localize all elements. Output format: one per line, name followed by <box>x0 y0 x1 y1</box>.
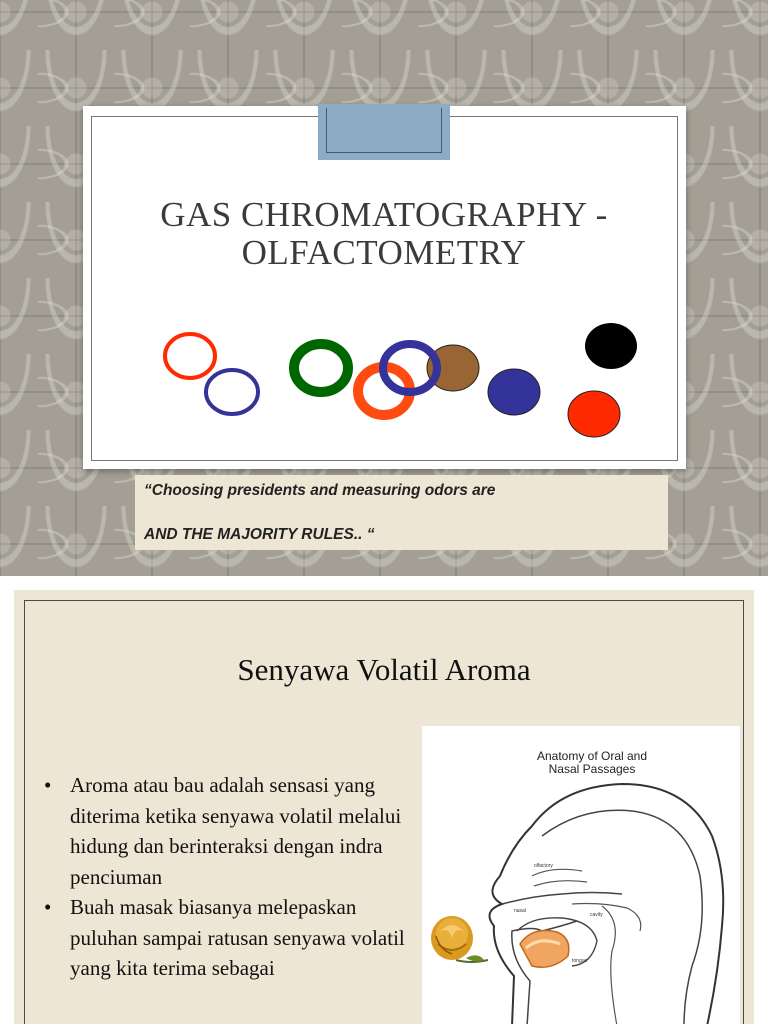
red-ring-circle <box>165 334 215 378</box>
label-tongue: tongue <box>572 958 588 964</box>
quote-line-1: “Choosing presidents and measuring odors are <box>144 482 496 499</box>
figure-caption-line-2: Nasal Passages <box>548 762 636 776</box>
black-disc <box>585 323 637 369</box>
label-nasal: nasal <box>514 908 526 914</box>
slide-heading: Senyawa Volatil Aroma <box>237 652 531 687</box>
green-ring-circle <box>294 344 348 392</box>
bullet-list <box>42 770 422 984</box>
anatomy-figure <box>422 726 740 1024</box>
rose-image <box>426 908 496 968</box>
blue-disc <box>488 369 540 415</box>
blue-ring-circle <box>206 370 258 414</box>
bullet-item-1: • Aroma atau bau adalah sensasi yang diterima ketika senyawa volatil melalui hidung dan berinteraksi dengan indra penciuman <box>42 770 422 892</box>
bullet-item-2: • Buah masak biasanya melepaskan puluhan sampai ratusan senyawa volatil yang kita terima sebagai <box>42 892 422 984</box>
label-olfactory: olfactory <box>534 863 553 869</box>
slide-title-line-2: OLFACTOMETRY <box>241 233 527 272</box>
red-disc <box>568 391 620 437</box>
quote-line-2: AND THE MAJORITY RULES.. “ <box>144 526 375 543</box>
head-anatomy-illustration <box>422 726 740 1024</box>
content-slide <box>14 590 754 1024</box>
figure-caption-line-1: Anatomy of Oral and <box>536 749 648 763</box>
quote-box <box>135 475 668 550</box>
slide-title-line-1: GAS CHROMATOGRAPHY - <box>160 195 608 234</box>
label-cavity: cavity <box>590 912 603 918</box>
